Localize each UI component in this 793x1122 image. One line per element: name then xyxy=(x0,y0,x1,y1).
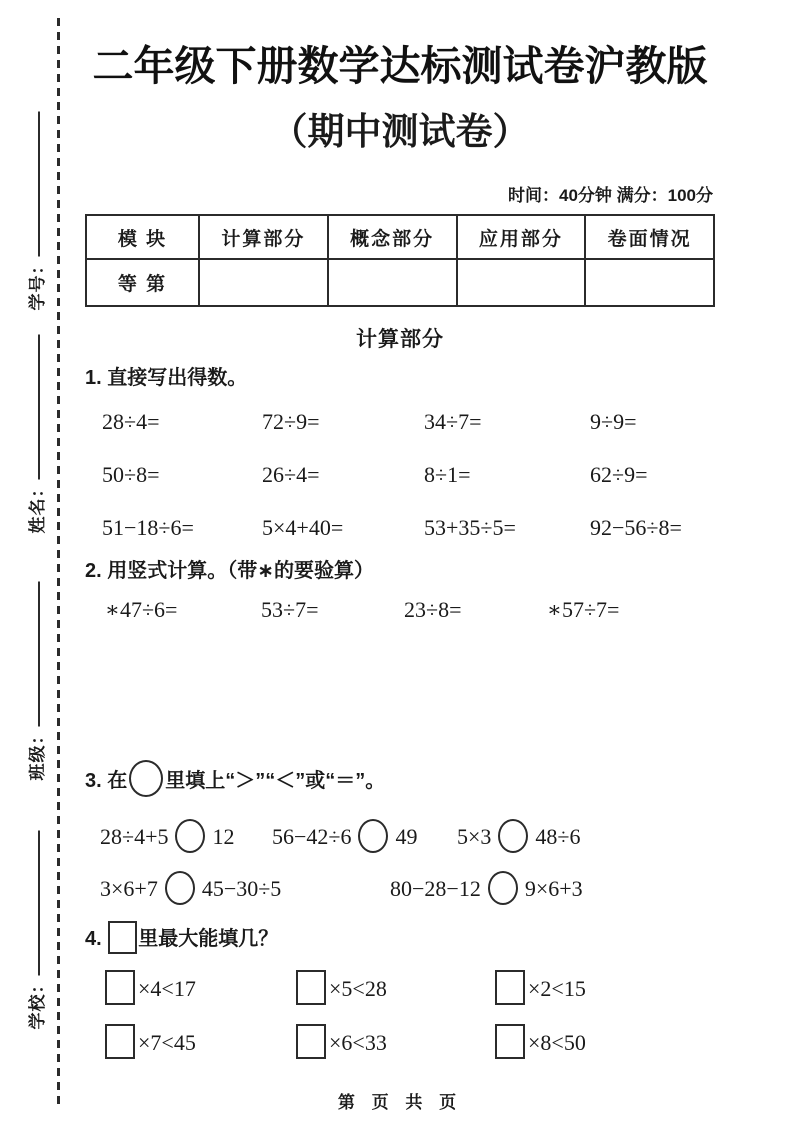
q2-item: 23÷8= xyxy=(404,597,462,622)
q4-expr: ×8<50 xyxy=(528,1030,586,1055)
student-id-blank[interactable] xyxy=(38,112,40,257)
q1-item: 72÷9= xyxy=(262,409,320,434)
grade-cell-calculation[interactable] xyxy=(199,259,328,306)
q3-left-expr: 80−28−12 xyxy=(390,876,481,901)
q1-item: 92−56÷8= xyxy=(590,515,682,540)
score-header-neatness: 卷面情况 xyxy=(585,215,714,259)
q3-right-expr: 9×6+3 xyxy=(524,876,583,901)
student-id-label: 学号： xyxy=(28,256,47,311)
fill-box-blank[interactable] xyxy=(296,1024,326,1059)
q3-title-prefix: 3. 在 xyxy=(85,770,128,792)
q2-item: ∗57÷7= xyxy=(547,597,620,622)
question-4-row-1 xyxy=(85,969,715,1009)
score-header-calculation: 计算部分 xyxy=(199,215,328,259)
main-content xyxy=(85,0,715,1063)
question-1-row-1 xyxy=(85,399,715,444)
class-label: 班级： xyxy=(28,726,47,781)
q3-left-expr: 28÷4+5 xyxy=(100,824,169,849)
compare-circle-blank[interactable] xyxy=(488,871,518,905)
q4-inequality xyxy=(105,1023,296,1063)
compare-circle-blank[interactable] xyxy=(165,871,195,905)
question-1-row-2 xyxy=(85,452,715,497)
q3-right-expr: 49 xyxy=(395,824,418,849)
q4-title-prefix: 4. xyxy=(85,928,102,950)
q1-item: 26÷4= xyxy=(262,462,320,487)
question-3-row-1 xyxy=(85,815,715,859)
q2-item: ∗47÷6= xyxy=(105,597,178,622)
q4-inequality xyxy=(495,1023,715,1063)
q4-expr: ×7<45 xyxy=(138,1030,196,1055)
page-subtitle: （期中测试卷） xyxy=(270,111,530,152)
class-blank[interactable] xyxy=(38,582,40,727)
q1-item: 28÷4= xyxy=(102,409,160,434)
question-1-row-3 xyxy=(85,505,715,550)
q1-item: 5×4+40= xyxy=(262,515,344,540)
school-field xyxy=(26,805,50,1030)
q4-inequality xyxy=(296,969,495,1009)
binding-dashed-line xyxy=(57,18,60,1108)
fill-box-blank[interactable] xyxy=(105,970,135,1005)
q3-title-suffix: 里填上“＞”“＜”或“＝”。 xyxy=(165,770,386,792)
q3-comparison xyxy=(390,867,715,911)
question-3-title xyxy=(85,760,715,801)
fill-box-blank[interactable] xyxy=(296,970,326,1005)
compare-circle-icon xyxy=(129,760,163,797)
vertical-calculation-workspace[interactable] xyxy=(85,630,715,760)
fill-box-blank[interactable] xyxy=(105,1024,135,1059)
question-4-row-2 xyxy=(85,1023,715,1063)
score-header-concept: 概念部分 xyxy=(328,215,457,259)
grade-cell-application[interactable] xyxy=(457,259,586,306)
q2-item: 53÷7= xyxy=(261,597,319,622)
score-table-header-row xyxy=(86,215,714,259)
q4-expr: ×2<15 xyxy=(528,976,586,1001)
q4-expr: ×4<17 xyxy=(138,976,196,1001)
score-table xyxy=(85,214,715,307)
score-table-grade-row xyxy=(86,259,714,306)
q3-right-expr: 45−30÷5 xyxy=(201,876,282,901)
grade-cell-concept[interactable] xyxy=(328,259,457,306)
grade-cell-neatness[interactable] xyxy=(585,259,714,306)
q3-left-expr: 5×3 xyxy=(457,824,492,849)
grade-row-label: 等 第 xyxy=(86,259,199,306)
q1-item: 34÷7= xyxy=(424,409,482,434)
q3-right-expr: 48÷6 xyxy=(535,824,581,849)
school-label: 学校： xyxy=(28,975,47,1030)
student-name-blank[interactable] xyxy=(38,335,40,480)
q3-comparison xyxy=(457,815,715,859)
question-4-title xyxy=(85,921,715,957)
q1-item: 50÷8= xyxy=(102,462,160,487)
q3-left-expr: 3×6+7 xyxy=(100,876,158,901)
compare-circle-blank[interactable] xyxy=(358,819,388,853)
q3-comparison xyxy=(272,815,457,859)
q4-inequality xyxy=(296,1023,495,1063)
fill-box-icon xyxy=(108,921,137,954)
student-name-field xyxy=(26,309,50,534)
question-1-title: 1. 直接写出得数。 xyxy=(85,367,248,389)
q1-item: 51−18÷6= xyxy=(102,515,194,540)
q4-expr: ×6<33 xyxy=(329,1030,387,1055)
question-2-items xyxy=(85,590,715,630)
q4-title-suffix: 里最大能填几？ xyxy=(138,928,279,950)
q3-comparison xyxy=(100,867,390,911)
page-footer: 第 页 共 页 xyxy=(337,1093,463,1112)
student-id-field xyxy=(26,86,50,311)
class-field xyxy=(26,556,50,781)
q1-item: 9÷9= xyxy=(590,409,637,434)
q1-item: 8÷1= xyxy=(424,462,471,487)
q3-left-expr: 56−42÷6 xyxy=(272,824,352,849)
q4-expr: ×5<28 xyxy=(329,976,387,1001)
q1-item: 62÷9= xyxy=(590,462,648,487)
page-title: 二年级下册数学达标测试卷沪教版 xyxy=(92,43,708,89)
question-3-row-2 xyxy=(85,867,715,911)
q3-comparison xyxy=(100,815,272,859)
question-2-title: 2. 用竖式计算。（带∗的要验算） xyxy=(85,560,374,582)
score-header-application: 应用部分 xyxy=(457,215,586,259)
fill-box-blank[interactable] xyxy=(495,970,525,1005)
q4-inequality xyxy=(105,969,296,1009)
compare-circle-blank[interactable] xyxy=(175,819,205,853)
q1-item: 53+35÷5= xyxy=(424,515,516,540)
time-score-info: 时间：40分钟 满分：100分 xyxy=(508,186,713,205)
compare-circle-blank[interactable] xyxy=(498,819,528,853)
q3-right-expr: 12 xyxy=(212,824,235,849)
school-blank[interactable] xyxy=(38,831,40,976)
section-heading: 计算部分 xyxy=(356,328,444,351)
q4-inequality xyxy=(495,969,715,1009)
student-name-label: 姓名： xyxy=(28,479,47,534)
fill-box-blank[interactable] xyxy=(495,1024,525,1059)
score-header-module: 模 块 xyxy=(86,215,199,259)
